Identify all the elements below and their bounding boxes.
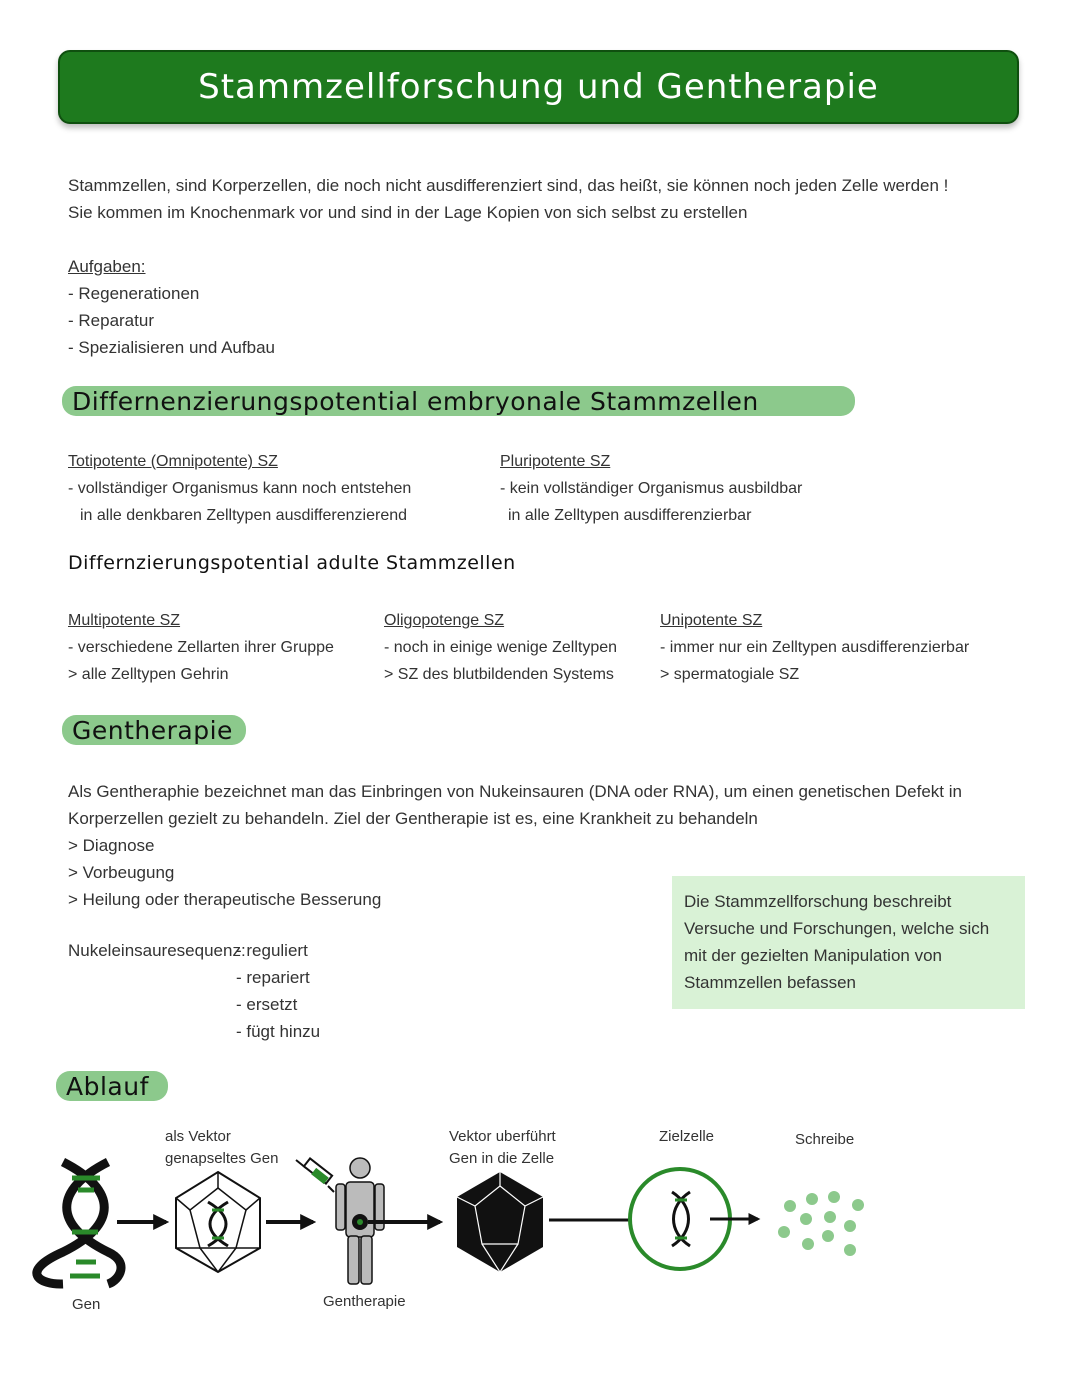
totipotent-line-1: - vollständiger Organismus kann noch entstehen (68, 480, 412, 497)
oligopotent-line-1: - noch in einige wenige Zelltypen (384, 639, 618, 656)
caption-transfer-line-1: Vektor uberführt (449, 1128, 556, 1145)
gentherapie-para-1: Als Gentheraphie bezeichnet man das Einbringen von Nukeinsauren (DNA oder RNA), um einen genetischen Defekt in (68, 782, 962, 801)
caption-therapy: Gentherapie (323, 1293, 406, 1310)
sequence-item: - fügt hinzu (236, 1022, 321, 1041)
intro-line-1: Stammzellen, sind Korperzellen, die noch nicht ausdifferenziert sind, das heißt, sie können noch jeden Zelle werden ! (68, 176, 949, 195)
caption-target: Zielzelle (659, 1128, 715, 1145)
sequence-item: - ersetzt (236, 995, 298, 1014)
sequence-item: - reguliert (236, 941, 308, 960)
oligopotent-title: Oligopotenge SZ (384, 612, 505, 629)
multipotent-block (68, 607, 378, 688)
gentherapie-item: > Vorbeugung (68, 863, 175, 882)
section-heading-gentherapie (62, 715, 246, 745)
section-heading-gentherapie-text: Gentherapie (72, 715, 233, 745)
gentherapie-item: > Heilung oder therapeutische Besserung (68, 890, 382, 909)
totipotent-block (68, 448, 488, 529)
caption-vector-line-2: genapseltes Gen (165, 1150, 279, 1167)
page-title: Stammzellforschung und Gentherapie (198, 67, 879, 107)
caption-gen: Gen (72, 1296, 101, 1313)
caption-vector-line-1: als Vektor (165, 1128, 231, 1145)
pluripotent-line-2: in alle Zelltypen ausdifferenzierbar (508, 507, 752, 524)
sequence-item: - repariert (236, 968, 310, 987)
aufgaben-heading: Aufgaben: (68, 257, 146, 276)
pluripotent-line-1: - kein vollständiger Organismus ausbildbar (500, 480, 803, 497)
section-heading-ablauf-text: Ablauf (66, 1071, 149, 1101)
section-heading-embryonal-text: Differnenzierungspotential embryonale Stammzellen (72, 386, 759, 416)
caption-transfer-line-2: Gen in die Zelle (449, 1150, 555, 1167)
intro-line-2: Sie kommen im Knochenmark vor und sind in der Lage Kopien von sich selbst zu erstellen (68, 203, 748, 222)
syringe-icon (296, 1158, 334, 1192)
aufgaben-item: - Spezialisieren und Aufbau (68, 338, 275, 357)
pluripotent-block (500, 448, 920, 529)
multipotent-line-2: > alle Zelltypen Gehrin (68, 666, 229, 683)
dna-icon (37, 1162, 121, 1284)
icosahedron-icon (457, 1172, 543, 1272)
note-box (672, 876, 1025, 1009)
unipotent-line-2: > spermatogiale SZ (660, 666, 800, 683)
sequence-list (236, 937, 320, 1045)
intro-text (68, 172, 1028, 226)
multipotent-line-1: - verschiedene Zellarten ihrer Gruppe (68, 639, 334, 656)
section-heading-embryonal (62, 386, 855, 416)
unipotent-block (660, 607, 1020, 688)
sequence-label: Nukeleinsauresequenz: (68, 941, 246, 960)
multipotent-title: Multipotente SZ (68, 612, 181, 629)
totipotent-title: Totipotente (Omnipotente) SZ (68, 453, 278, 470)
title-banner (58, 50, 1019, 124)
virus-vector-icon (176, 1172, 260, 1272)
ablauf-diagram (0, 1140, 1080, 1300)
note-text: Die Stammzellforschung beschreibt Versuche und Forschungen, welche sich mit der gezielten Manipulation von Stammzellen befassen (684, 892, 990, 992)
gentherapie-item: > Diagnose (68, 836, 155, 855)
caption-division: Schreibe (795, 1131, 855, 1148)
aufgaben-list (68, 253, 275, 361)
aufgaben-item: - Regenerationen (68, 284, 200, 303)
pluripotent-title: Pluripotente SZ (500, 453, 611, 470)
unipotent-title: Unipotente SZ (660, 612, 763, 629)
cell-division-icon (778, 1191, 864, 1256)
section-heading-ablauf (56, 1071, 168, 1101)
gentherapie-para-2: Korperzellen gezielt zu behandeln. Ziel der Gentherapie ist es, eine Krankheit zu behandeln (68, 809, 758, 828)
oligopotent-block (384, 607, 654, 688)
unipotent-line-1: - immer nur ein Zelltypen ausdifferenzierbar (660, 639, 970, 656)
section-heading-adult: Differnzierungspotential adulte Stammzellen (68, 552, 516, 574)
totipotent-line-2: in alle denkbaren Zelltypen ausdifferenzierend (80, 507, 408, 524)
oligopotent-line-2: > SZ des blutbildenden Systems (384, 666, 614, 683)
aufgaben-item: - Reparatur (68, 311, 154, 330)
